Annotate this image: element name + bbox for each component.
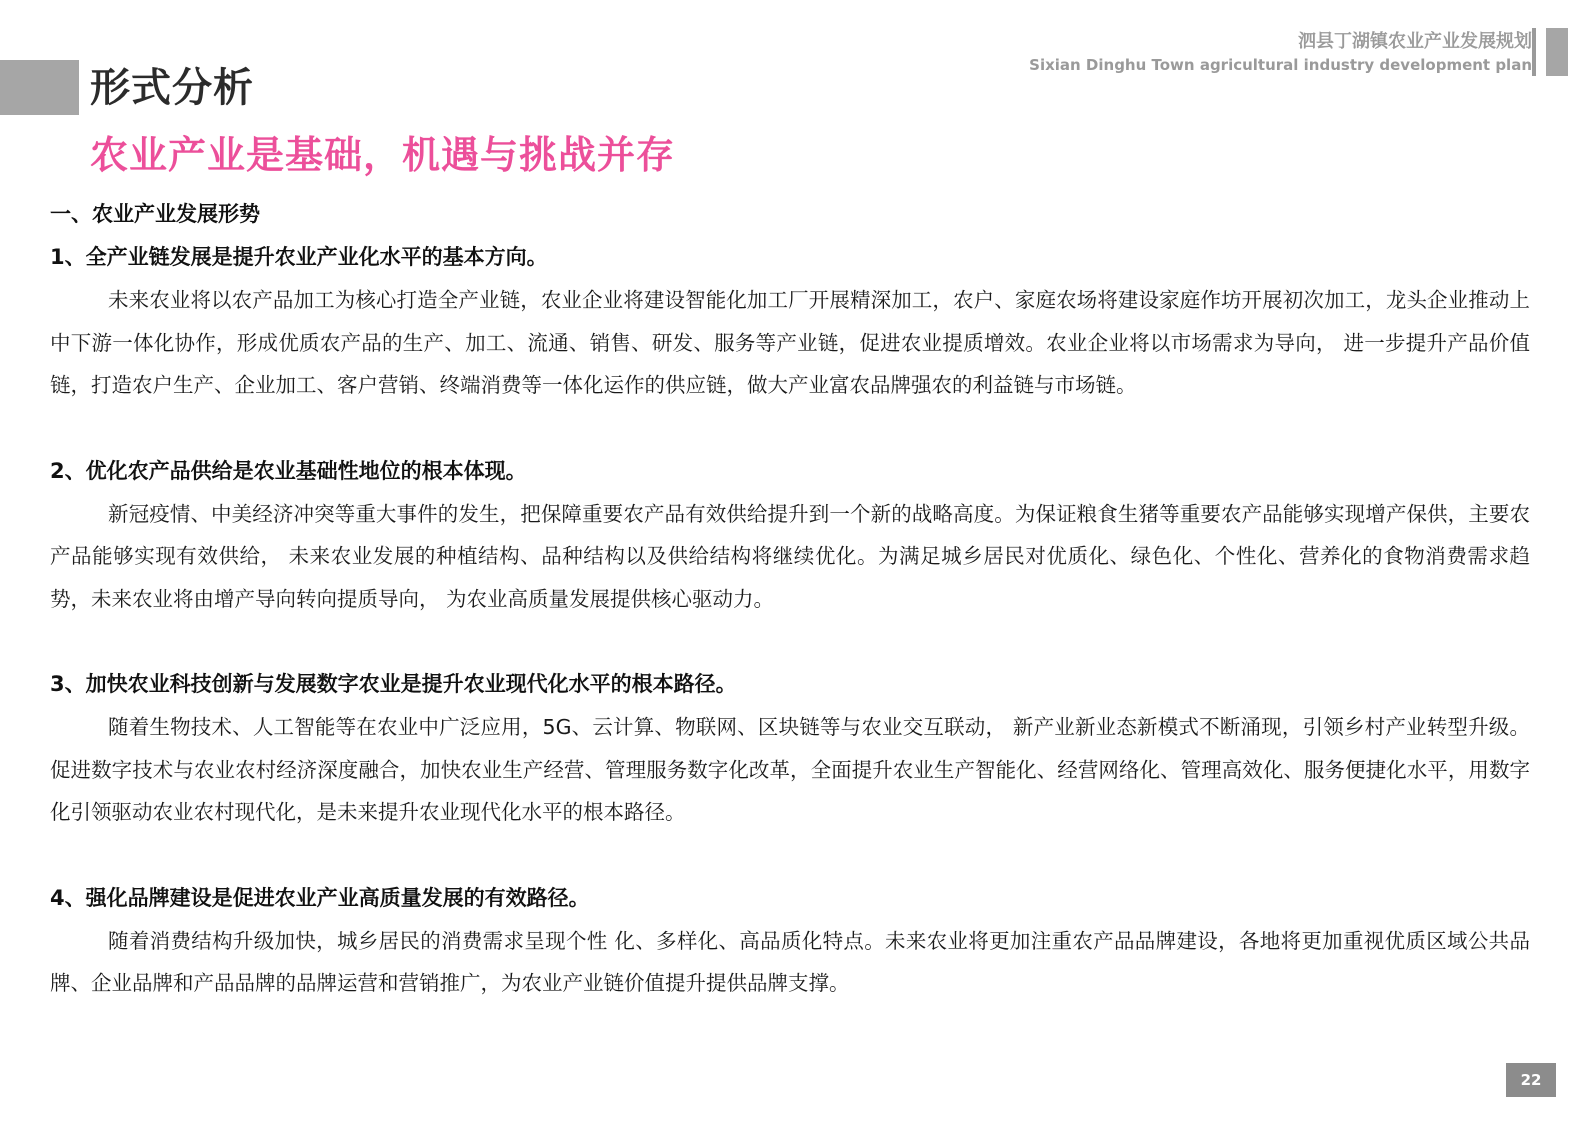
item-4 — [50, 876, 1530, 1005]
item-1 — [50, 235, 1530, 407]
item-body: 随着生物技术、人工智能等在农业中广泛应用，5G、云计算、物联网、区块链等与农业交互联动， 新产业新业态新模式不断涌现，引领乡村产业转型升级。促进数字技术与农业农村经济深度融合，加快农业生产经营、管理服务数字化改革，全面提升农业生产智能化、经营网络化、管理高效化、服务便捷化水平，用数字化引领驱动农业农村现代化，是未来提升农业现代化水平的根本路径。 — [50, 715, 1530, 824]
document-header — [1029, 30, 1532, 76]
title-accent-block — [0, 60, 79, 115]
item-heading: 4、强化品牌建设是促进农业产业高质量发展的有效路径。 — [50, 885, 590, 910]
header-title-en: Sixian Dinghu Town agricultural industry development plan — [1029, 56, 1532, 74]
header-accent-bar-thin — [1532, 28, 1536, 76]
item-body: 未来农业将以农产品加工为核心打造全产业链，农业企业将建设智能化加工厂开展精深加工，农户、家庭农场将建设家庭作坊开展初次加工，龙头企业推动上中下游一体化协作，形成优质农产品的生产、加工、流通、销售、研发、服务等产业链，促进农业提质增效。农业企业将以市场需求为导向， 进一步提升产品价值链，打造农户生产、企业加工、客户营销、终端消费等一体化运作的供应链，做大产业富农品牌强农的利益链与市场链。 — [50, 288, 1530, 397]
item-3 — [50, 662, 1530, 834]
main-content — [50, 193, 1530, 1005]
page-number: 22 — [1506, 1063, 1556, 1097]
header-accent-bar-thick — [1546, 28, 1568, 76]
item-2 — [50, 449, 1530, 621]
item-heading: 2、优化农产品供给是农业基础性地位的根本体现。 — [50, 458, 527, 483]
subtitle: 农业产业是基础，机遇与挑战并存 — [90, 133, 676, 177]
item-heading: 1、全产业链发展是提升农业产业化水平的基本方向。 — [50, 245, 548, 269]
item-body: 随着消费结构升级加快，城乡居民的消费需求呈现个性 化、多样化、高品质化特点。未来农业将更加注重农产品品牌建设，各地将更加重视优质区域公共品牌、企业品牌和产品品牌的品牌运营和营销推广，为农业产业链价值提升提供品牌支撑。 — [50, 928, 1530, 995]
header-title-cn: 泗县丁湖镇农业产业发展规划 — [1298, 31, 1532, 52]
item-heading: 3、加快农业科技创新与发展数字农业是提升农业现代化水平的根本路径。 — [50, 672, 737, 696]
section-heading: 一、农业产业发展形势 — [50, 202, 260, 226]
page-title: 形式分析 — [90, 65, 254, 111]
item-body: 新冠疫情、中美经济冲突等重大事件的发生，把保障重要农产品有效供给提升到一个新的战略高度。为保证粮食生猪等重要农产品能够实现增产保供，主要农产品能够实现有效供给， 未来农业发展的种植结构、品种结构以及供给结构将继续优化。为满足城乡居民对优质化、绿色化、个性化、营养化的食物消费需求趋势，未来农业将由增产导向转向提质导向， 为农业高质量发展提供核心驱动力。 — [50, 501, 1530, 611]
